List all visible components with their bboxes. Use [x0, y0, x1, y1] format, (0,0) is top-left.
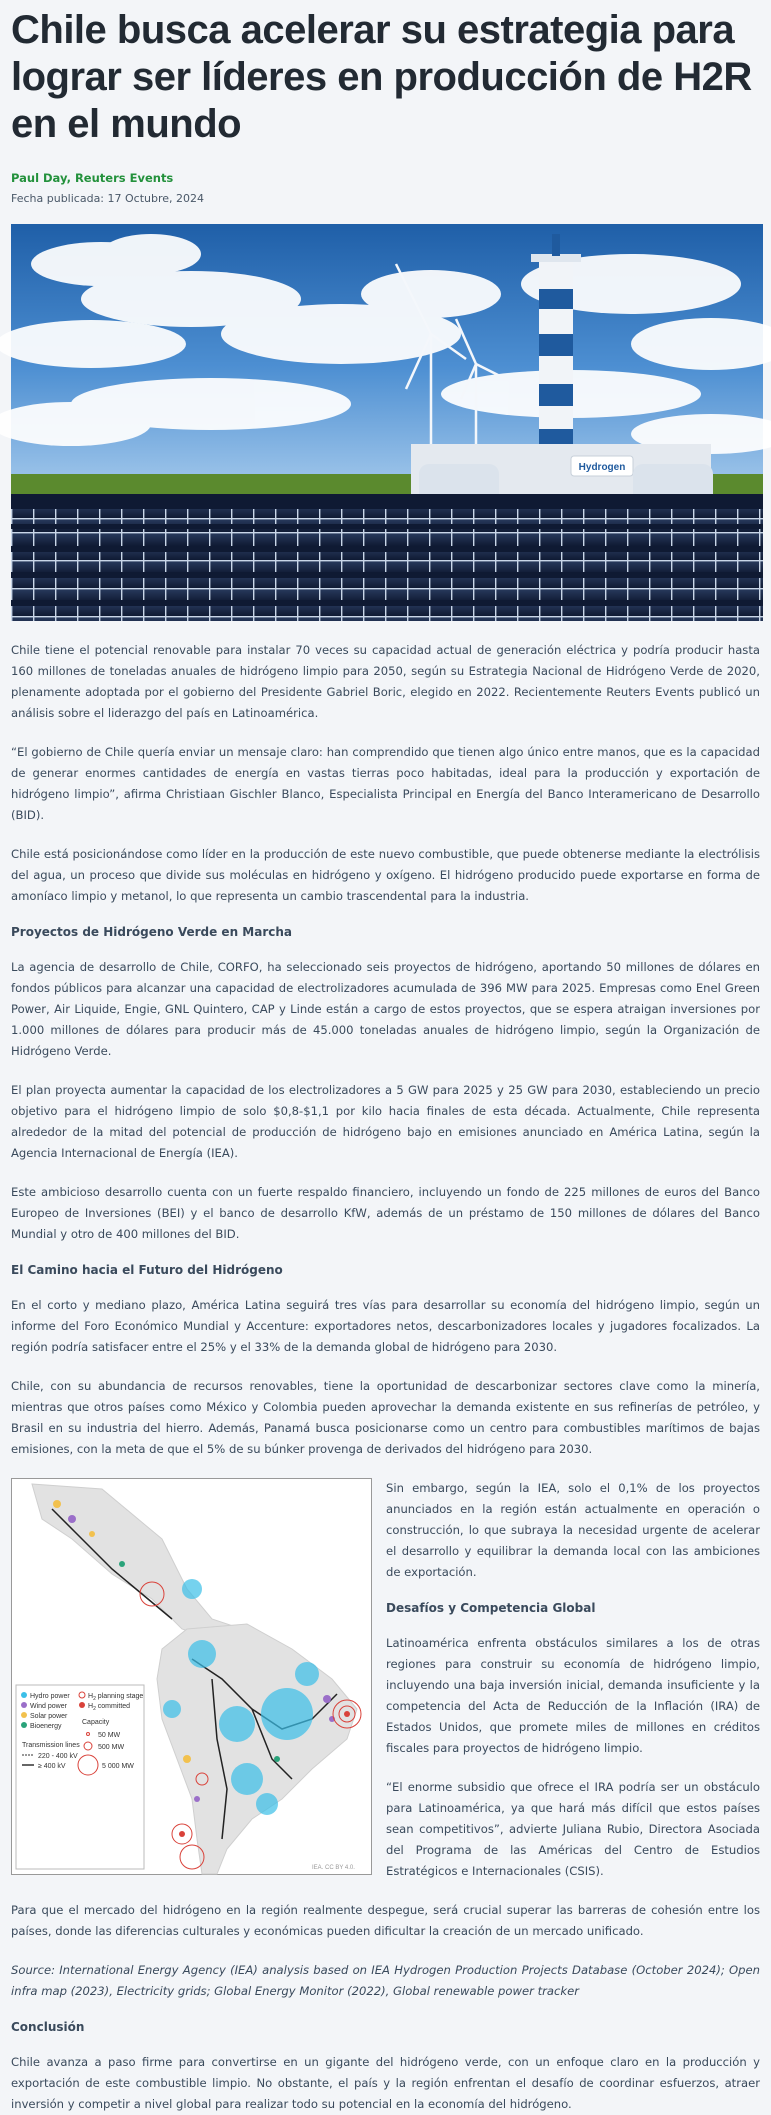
legend-tl2: ≥ 400 kV — [38, 1763, 66, 1770]
hero-image — [11, 224, 763, 621]
legend-h2-comm-sub: 2 — [93, 1706, 96, 1712]
paragraph-3: Chile está posicionándose como líder en la producción de este nuevo combustible, que puede obtenerse mediante la electrólisis del agua, un proceso que divide sus moléculas en hidrógeno y oxígeno. El hidrógeno producido puede exportarse en forma de amoníaco limpio y metanol, lo que representa un cambio trascendental para la industria. — [11, 847, 760, 903]
legend-h2-plan-post: planning stage — [95, 1693, 144, 1700]
legend-h2-comm-post: committed — [95, 1703, 131, 1710]
paragraph-10: Latinoamérica enfrenta obstáculos similares a los de otras regiones para construir su economía de hidrógeno limpio, incluyendo una baja inversión inicial, demanda insuficiente y la competencia del Acta de Reducción de la Inflación (IRA) de Estados Unidos, que promete miles de millones en créditos fiscales para proyectos de hidrógeno limpio. — [386, 1636, 760, 1755]
article-author[interactable]: Paul Day, Reuters Events — [11, 171, 174, 185]
paragraph-1: Chile tiene el potencial renovable para instalar 70 veces su capacidad actual de generación eléctrica y podría producir hasta 160 millones de toneladas anuales de hidrógeno limpio para 2050, según su Estrategia Nacional de Hidrógeno Verde de 2020, plenamente adoptada por el gobierno del Presidente Gabriel Boric, elegido en 2022. Recientemente Reuters Events publicó un análisis sobre el liderazgo del país en Latinoamérica. — [11, 643, 760, 720]
paragraph-11: “El enorme subsidio que ofrece el IRA podría ser un obstáculo para Latinoamérica, ya que hará más difícil que estos países sean competitivos”, advierte Juliana Rubio, Directora Asociada del Programa de las Américas del Centro de Estudios Estratégicos e Internacionales (CSIS). — [386, 1780, 760, 1878]
paragraph-4: La agencia de desarrollo de Chile, CORFO, ha seleccionado seis proyectos de hidrógeno, aportando 50 millones de dólares en fondos públicos para alcanzar una capacidad de electrolizadores acumulada de 396 MW para 2025. Empresas como Enel Green Power, Air Liquide, Engie, GNL Quintero, CAP y Linde están a cargo de estos proyectos, que se espera atraigan inversiones por 1.000 millones de dólares para producir más de 45.000 toneladas anuales de hidrógeno limpio, según la Organización de Hidrógeno Verde. — [11, 960, 760, 1058]
legend-h2-plan-pre: H — [88, 1693, 94, 1700]
legend-tl1: 220 - 400 kV — [38, 1753, 78, 1760]
legend-cap1: 50 MW — [98, 1732, 121, 1739]
legend-h2-comm-pre: H — [88, 1703, 94, 1710]
paragraph-2: “El gobierno de Chile quería enviar un mensaje claro: han comprendido que tienen algo único entre manos, que es la capacidad de generar enormes cantidades de energía en vastas tierras poco habitadas, ideal para la producción y exportación de hidrógeno limpio”, afirma Christiaan Gischler Blanco, Especialista Principal en Energía del Banco Interamericano de Desarrollo (BID). — [11, 745, 760, 822]
legend-solar: Solar power — [30, 1713, 68, 1720]
legend-h2-plan-sub: 2 — [93, 1696, 96, 1702]
map-section — [11, 1478, 760, 1882]
legend-hydro: Hydro power — [30, 1693, 70, 1700]
paragraph-13: Chile avanza a paso firme para convertirse en un gigante del hidrógeno verde, con un enfoque claro en la producción y exportación de este combustible limpio. No obstante, el país y la región enfrentan el desafío de coordinar esfuerzos, atraer inversión y competir a nivel global para realizar todo su potencial en la economía del hidrógeno. — [11, 2055, 760, 2111]
legend-bio: Bioenergy — [30, 1723, 62, 1730]
map-credit: IEA. CC BY 4.0. — [312, 1865, 355, 1871]
heading-projects: Proyectos de Hidrógeno Verde en Marcha — [11, 925, 293, 939]
paragraph-12: Para que el mercado del hidrógeno en la región realmente despegue, será crucial superar las barreras de cohesión entre los países, donde las diferencias culturales y económicas pueden dificultar la creación de un mercado unificado. — [11, 1903, 760, 1938]
paragraph-8: Chile, con su abundancia de recursos renovables, tiene la oportunidad de descarbonizar sectores clave como la minería, mientras que otros países como México y Colombia pueden aprovechar la demanda existente en sus refinerías de petróleo, y Brasil en su industria del hierro. Además, Panamá busca posicionarse como un centro para combustibles marítimos de bajas emisiones, con la meta de que el 5% de su búnker provenga de derivados del hidrógeno para 2030. — [11, 1379, 760, 1456]
publish-date: Fecha publicada: 17 Octubre, 2024 — [11, 192, 205, 205]
heading-future: El Camino hacia el Futuro del Hidrógeno — [11, 1263, 283, 1277]
legend-wind: Wind power — [30, 1703, 67, 1710]
heading-conclusion: Conclusión — [11, 2020, 85, 2034]
legend-cap2: 500 MW — [98, 1744, 125, 1751]
latam-map-figure — [11, 1478, 372, 1875]
map-source-caption: Source: International Energy Agency (IEA) analysis based on IEA Hydrogen Production Projects Database (October 2024); Open infra map (2023), Electricity grids; Global Energy Monitor (2022), Global renewable power tracker — [11, 1963, 760, 1998]
article-title: Chile busca acelerar su estrategia para lograr ser líderes en producción de H2R en el mundo — [11, 8, 752, 146]
legend-tlines-title: Transmission lines — [22, 1742, 80, 1749]
hero-tower-label: Hydrogen — [578, 462, 626, 473]
legend-capacity-title: Capacity — [82, 1719, 110, 1726]
paragraph-5: El plan proyecta aumentar la capacidad de los electrolizadores a 5 GW para 2025 y 25 GW para 2030, estableciendo un precio objetivo para el hidrógeno limpio de solo $0,8-$1,1 por kilo hacia finales de esta década. Actualmente, Chile representa alrededor de la mitad del potencial de producción de hidrógeno bajo en emisiones anunciado en América Latina, según la Agencia Internacional de Energía (IEA). — [11, 1083, 760, 1160]
paragraph-9: Sin embargo, según la IEA, solo el 0,1% de los proyectos anunciados en la región están actualmente en operación o construcción, lo que subraya la necesidad urgente de acelerar el desarrollo y equilibrar la demanda local con las ambiciones de exportación. — [386, 1481, 760, 1579]
paragraph-7: En el corto y mediano plazo, América Latina seguirá tres vías para desarrollar su economía del hidrógeno limpio, según un informe del Foro Económico Mundial y Accenture: exportadores netos, descarbonizadores locales y jugadores focalizados. La región podría satisfacer entre el 25% y el 33% de la demanda global de hidrógeno para 2030. — [11, 1298, 760, 1354]
heading-challenges: Desafíos y Competencia Global — [386, 1601, 596, 1615]
paragraph-6: Este ambicioso desarrollo cuenta con un fuerte respaldo financiero, incluyendo un fondo de 225 millones de euros del Banco Europeo de Inversiones (BEI) y el banco de desarrollo KfW, además de un préstamo de 150 millones de dólares del Banco Mundial y otro de 400 millones del BID. — [11, 1185, 760, 1241]
legend-cap3: 5 000 MW — [102, 1763, 134, 1770]
